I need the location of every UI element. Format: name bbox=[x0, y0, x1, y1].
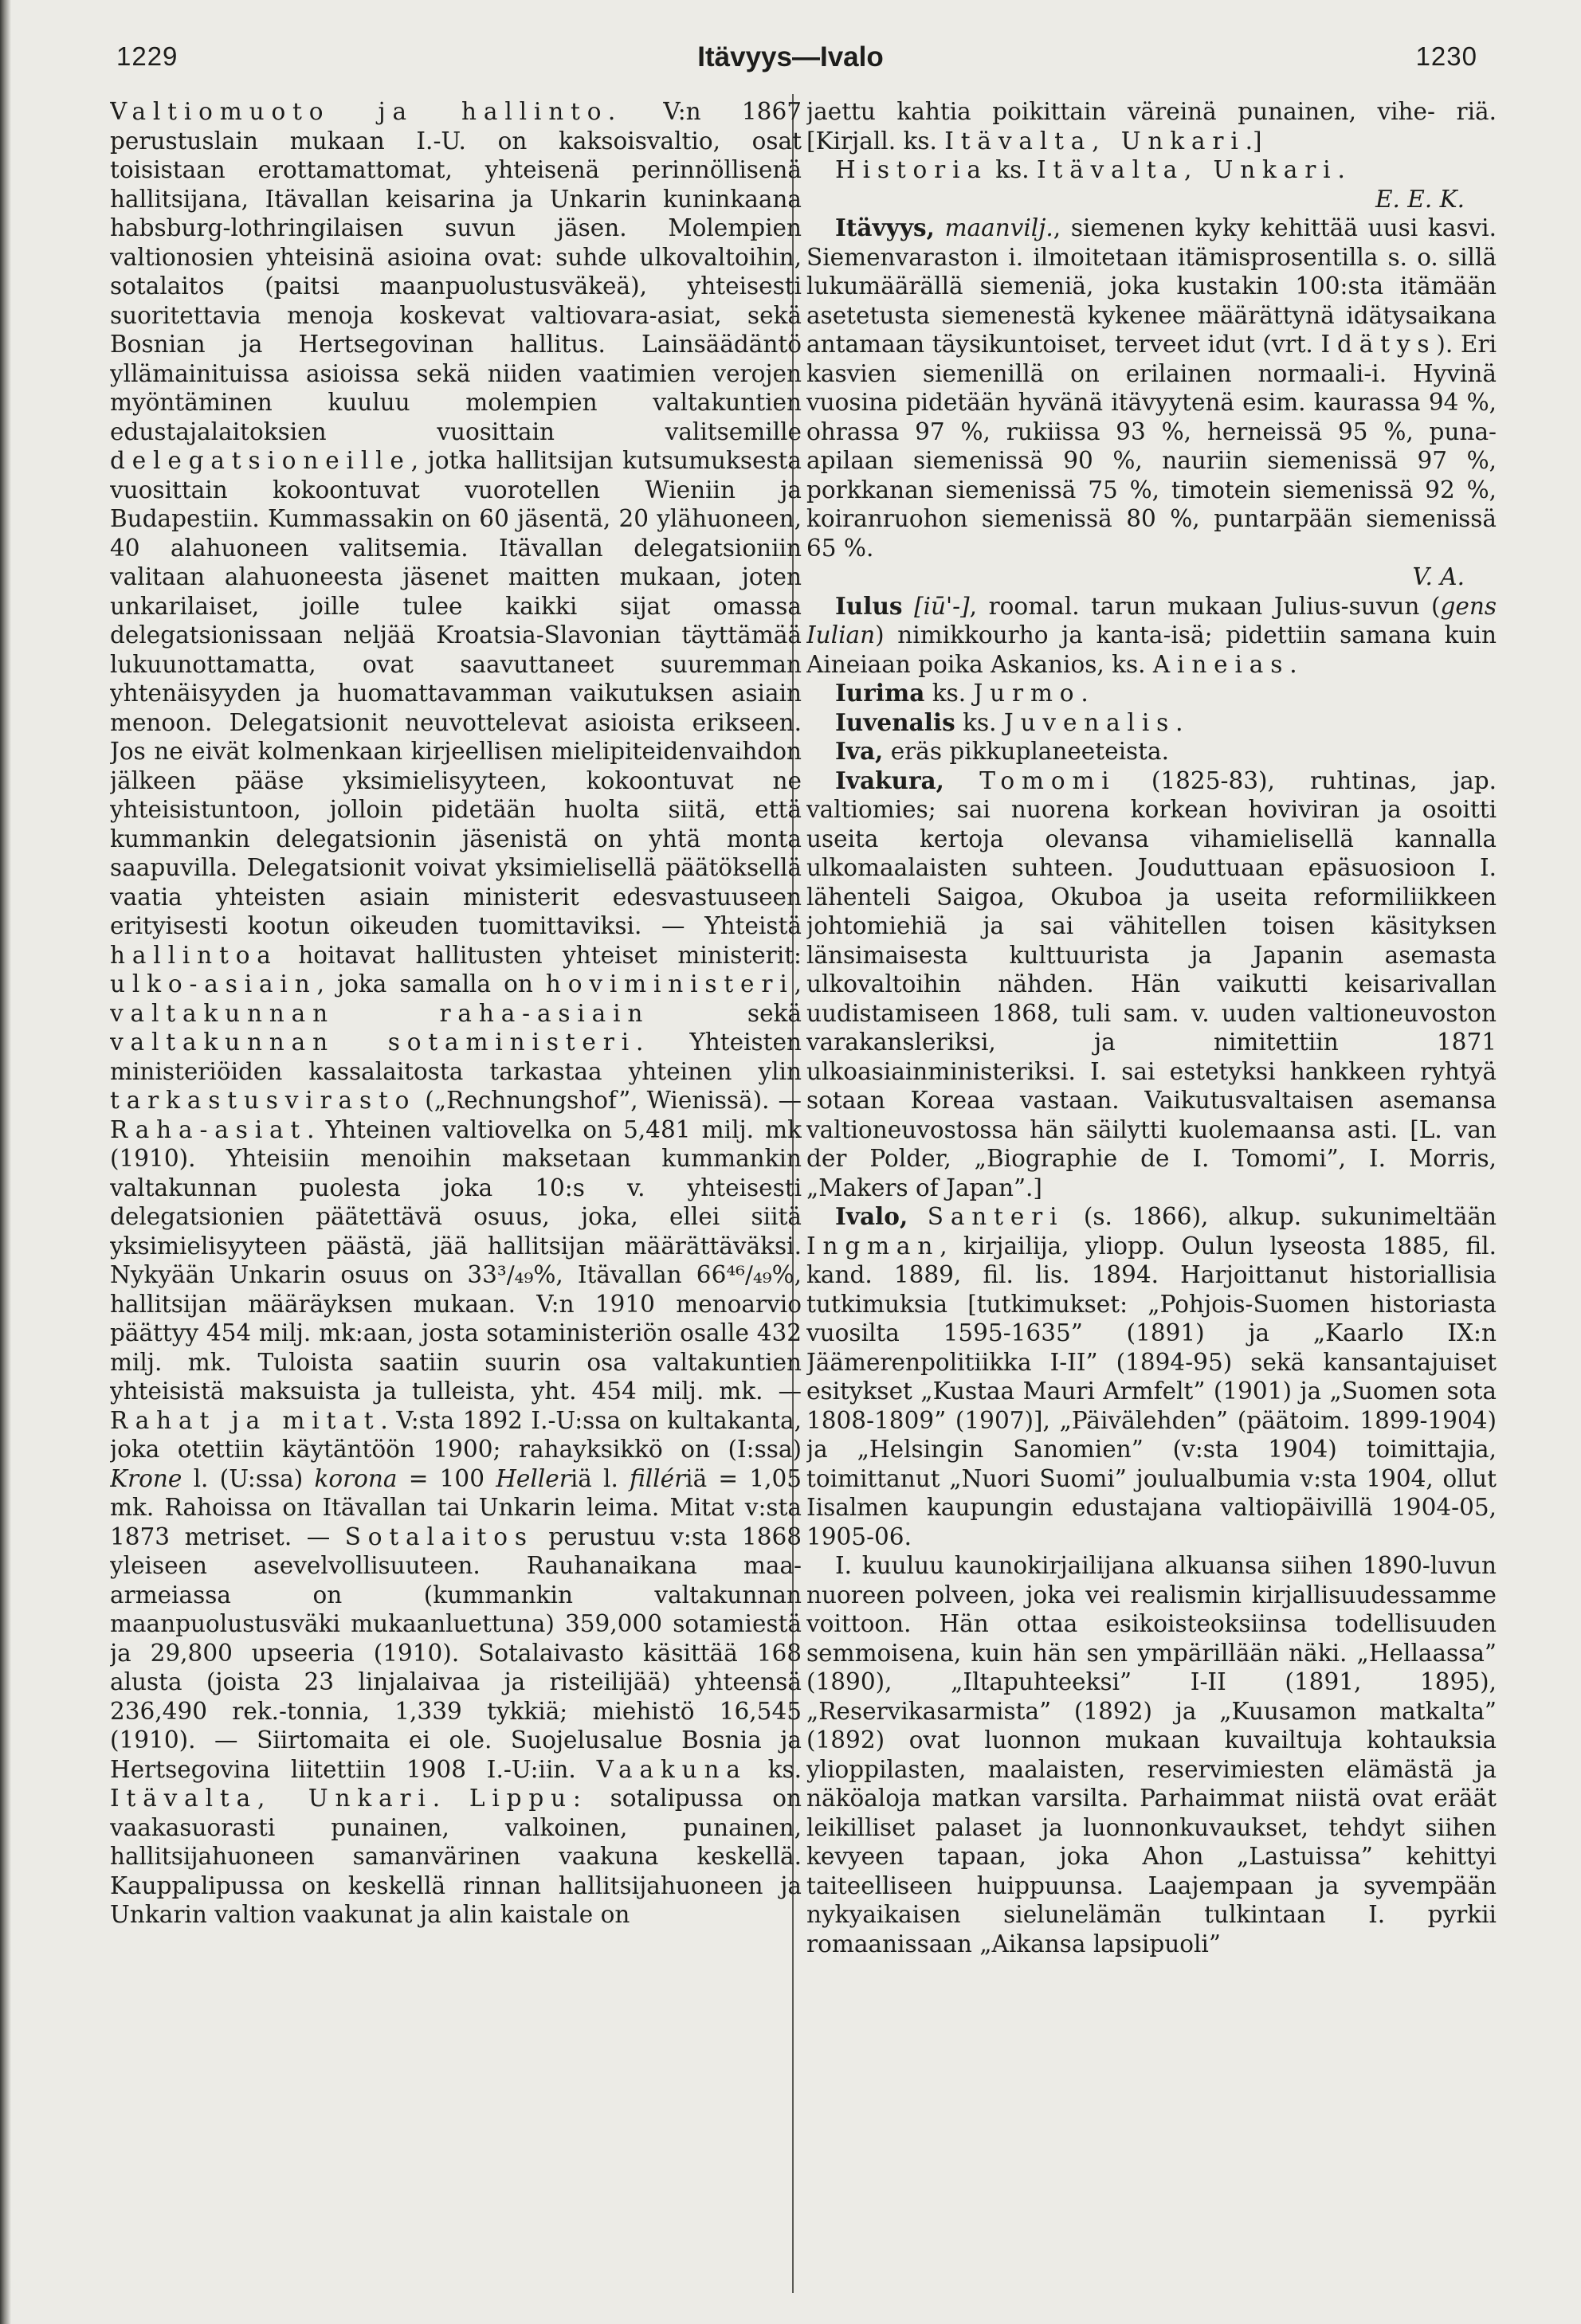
article-paragraph: I. kuuluu kaunokirjailijana alkuansa siihen 1890-luvun nuoreen polveen, joka vei realismin kirjallisuudessamme voittoon. Hän ottaa esikoisteoksiinsa todellisuuden semmoisena, kuin hän sen ympärillään näki. „Hellaassa” (1890), „Iltapuhteeksi” I-II (1891, 1895), „Reservikasarmista” (1892) ja „Kuusamon matkalta” (1892) ovat luonnon mukaan kuvailtuja kohtauksia ylioppilasten, maalaisten, reservimiesten elämästä ja näköaloja matkan varsilta. Parhaimmat niistä ovat eräät leikilliset palaset ja luonnonkuvaukset, tehdyt siihen kevyeen tapaan, joka Ahon „Lastuissa” kehittyi taiteelliseen huippuunsa. Laajempaan ja syvempään nykyaikaisen sielunelämän tulkintaan I. pyrkii romaanissaan „Aikansa lapsipuoli” bbox=[806, 1552, 1497, 1958]
right-column bbox=[806, 97, 1497, 2304]
page-number-right: 1230 bbox=[1415, 41, 1477, 71]
entry-iulus: Iulus [iū'-], roomal. tarun mukaan Julius-suvun (gens Iulian) nimikkourho ja kanta-isä; pidettiin samana kuin Aineiaan poika Askanios, ks. Aineias. bbox=[806, 591, 1497, 678]
page-binding-edge bbox=[0, 0, 11, 2324]
left-column bbox=[110, 97, 802, 2304]
entry-headword: Iva, bbox=[835, 737, 884, 765]
author-signature: V. A. bbox=[1412, 563, 1465, 590]
entry-ivalo: Ivalo, Santeri (s. 1866), alkup. sukunimeltään Ingman, kirjailija, yliopp. Oulun lyseosta 1885, fil. kand. 1889, fil. lis. 1894. Harjoittanut historiallisia tutkimuksia [tutkimukset: „Pohjois-Suomen historiasta vuosilta 1595-1635” (1891) ja „Kaarlo IX:n Jäämerenpolitiikka I-II” (1894-95) sekä kansantajuiset esitykset „Kustaa Mauri Armfelt” (1901) ja „Suomen sota 1808-1809” (1907)], „Päivälehden” (päätoim. 1899-1904) ja „Helsingin Sanomien” (v:sta 1904) toimittajia, toimittanut „Nuori Suomi” joulualbumia v:sta 1904, ollut Iisalmen kaupungin edustajana valtiopäivillä 1904-05, 1905-06. bbox=[806, 1202, 1497, 1550]
article-paragraph: jaettu kahtia poikittain väreinä punainen, vihe- riä. [Kirjall. ks. Itävalta, Unkari.] bbox=[806, 98, 1497, 155]
entry-headword: Iurima bbox=[835, 679, 925, 707]
entry-itavyys: Itävyys, maanvilj., siemenen kyky kehittää uusi kasvi. Siemenvaraston i. ilmoitetaan itämisprosentilla s. o. sillä lukumäärällä siemeniä, joka kustakin 100:sta itämään asetetusta siemenestä kykenee määrättynä idätysaikana antamaan täysikuntoiset, terveet idut (vrt. Idätys). Eri kasvien siemenillä on erilainen normaali-i. Hyvinä vuosina pidetään hyvänä itävyytenä esim. kaurassa 94 %, ohrassa 97 %, rukiissa 93 %, herneissä 95 %, puna-apilaan siemenissä 90 %, nauriin siemenissä 97 %, porkkanan siemenissä 75 %, timotein siemenissä 92 %, koiranruohon siemenissä 80 %, puntarpään siemenissä 65 %. bbox=[806, 214, 1497, 562]
entry-headword: Itävyys, bbox=[835, 214, 935, 241]
entry-headword: Ivalo, bbox=[835, 1202, 908, 1230]
entry-iva: Iva, eräs pikkuplaneeteista. bbox=[835, 737, 1169, 765]
page-header bbox=[0, 41, 1581, 81]
author-signature: E. E. K. bbox=[1375, 185, 1465, 213]
entry-iuvenalis: Iuvenalis ks. Juvenalis. bbox=[835, 707, 1183, 736]
entry-ivakura: Ivakura, Tomomi (1825-83), ruhtinas, jap. valtiomies; sai nuorena korkean hoviviran ja osoitti useita kertoja olevansa vihamielisellä kannalla ulkomaalaisten suhteen. Jouduttuaan epäsuosioon I. lähenteli Saigoa, Okuboa ja useita reformiliikkeen johtomiehiä ja sai vähitellen toisen käsityksen länsimaisesta kulttuurista ja Japanin asemasta ulkovaltoihin nähden. Hän vaikutti keisarivallan uudistamiseen 1868, tuli sam. v. uuden valtioneuvoston varakansleriksi, ja nimitettiin 1871 ulkoasiainministeriksi. I. sai estetyksi hankkeen ryhtyä sotaan Koreaa vastaan. Vaikutusvaltaisen asemansa valtioneuvostossa hän säilytti kuolemaansa asti. [L. van der Polder, „Biographie de I. Tomomi”, I. Morris, „Makers of Japan”.] bbox=[806, 766, 1497, 1201]
entry-headword: Iuvenalis bbox=[835, 707, 955, 736]
entry-headword: Ivakura, bbox=[835, 766, 944, 794]
article-paragraph: Valtiomuoto ja hallinto. V:n 1867 perustuslain mukaan I.-U. on kaksoisvaltio, osat toisistaan erottamattomat, yhteisenä perinnöllisenä hallitsijana, Itävallan keisarina ja Unkarin kuninkaana habsburg-lothringilaisen suvun jäsen. Molempien valtionosien yhteisinä asioina ovat: suhde ulkovaltoihin, sotalaitos (paitsi maanpuolustusväkeä), yhteisesti suoritettavia menoja koskevat valtiovara-asiat, sekä Bosnian ja Hertsegovinan hallitus. Lainsäädäntö yllämainituissa asioissa sekä niiden vaatimien verojen myöntäminen kuuluu molempien valtakuntien edustajalaitoksien vuosittain valitsemille delegatsioneille, jotka hallitsijan kutsumuksesta vuosittain kokoontuvat vuorotellen Wieniin ja Budapestiin. Kummassakin on 60 jäsentä, 20 ylähuoneen, 40 alahuoneen valitsemia. Itävallan delegatsioniin valitaan alahuoneesta jäsenet maitten mukaan, joten unkarilaiset, joille tulee kaikki sijat omassa delegatsionissaan neljää Kroatsia-Slavonian täyttämää lukuunottamatta, ovat saavuttaneet suuremman yhtenäisyyden ja huomattavamman vaikutuksen asiain menoon. Delegatsionit neuvottelevat asioista erikseen. Jos ne eivät kolmenkaan kirjeellisen mielipiteidenvaihdon jälkeen pääse yksimielisyyteen, kokoontuvat ne yhteisistuntoon, jolloin pidetään huolta siitä, että kummankin delegatsionin jäsenistä on yhtä monta saapuvilla. Delegatsionit voivat yksimielisellä päätöksellä vaatia yhteisten asiain ministerit edesvastuuseen erityisesti kootun oikeuden tuomittaviksi. — Yhteistä hallintoa hoitavat hallitusten yhteiset ministerit: ulko-asiain, joka samalla on hoviministeri, valtakunnan raha-asiain sekä valtakunnan sotaministeri. Yhteisten ministeriöiden kassalaitosta tarkastaa yhteinen ylin tarkastusvirasto („Rechnungshof”, Wienissä). — Raha-asiat. Yhteinen valtiovelka on 5,481 milj. mk (1910). Yhteisiin menoihin maksetaan kummankin valtakunnan puolesta joka 10:s v. yhteisesti delegatsionien päätettävä osuus, joka, ellei siitä yksimielisyyteen päästä, jää hallitsijan määrättäväksi. Nykyään Unkarin osuus on 33³/₄₉%, Itävallan 66⁴⁶/₄₉%, hallitsijan määräyksen mukaan. V:n 1910 menoarvio päättyy 454 milj. mk:aan, josta sotaministeriön osalle 432 milj. mk. Tuloista saatiin suurin osa valtakuntien yhteisistä maksuista ja tulleista, yht. 454 milj. mk. — Rahat ja mitat. V:sta 1892 I.-U:ssa on kultakanta, joka otettiin käytäntöön 1900; rahayksikkö on (I:ssa) Krone l. (U:ssa) korona = 100 Helleriä l. fillériä = 1,05 mk. Rahoissa on Itävallan tai Unkarin leima. Mitat v:sta 1873 metriset. — Sotalaitos perustuu v:sta 1868 yleiseen asevelvollisuuteen. Rauhanaikana maa-armeiassa on (kummankin valtakunnan maanpuolustusväki mukaanluettuna) 359,000 sotamiestä ja 29,800 upseeria (1910). Sotalaivasto käsittää 168 alusta (joista 23 linjalaivaa ja risteilijää) yhteensä 236,490 rek.-tonnia, 1,339 tykkiä; miehistö 16,545 (1910). — Siirtomaita ei ole. Suojelusalue Bosnia ja Hertsegovina liitettiin 1908 I.-U:iin. Vaakuna ks. Itävalta, Unkari. Lippu: sotalipussa on vaakasuorasti punainen, valkoinen, punainen, hallitsijahuoneen samanvärinen vaakuna keskellä. Kauppalipussa on keskellä rinnan hallitsijahuoneen ja Unkarin valtion vaakunat ja alin kaistale on bbox=[110, 98, 802, 1928]
section-heading: Valtiomuoto ja hallinto. bbox=[110, 98, 623, 125]
page-number-left: 1229 bbox=[116, 41, 178, 71]
entry-headword: Iulus bbox=[835, 591, 903, 620]
running-title: Itävyys—Ivalo bbox=[697, 41, 884, 73]
article-paragraph: Historia ks. Itävalta, Unkari. bbox=[835, 156, 1345, 183]
entry-iurima: Iurima ks. Jurmo. bbox=[835, 679, 1089, 707]
